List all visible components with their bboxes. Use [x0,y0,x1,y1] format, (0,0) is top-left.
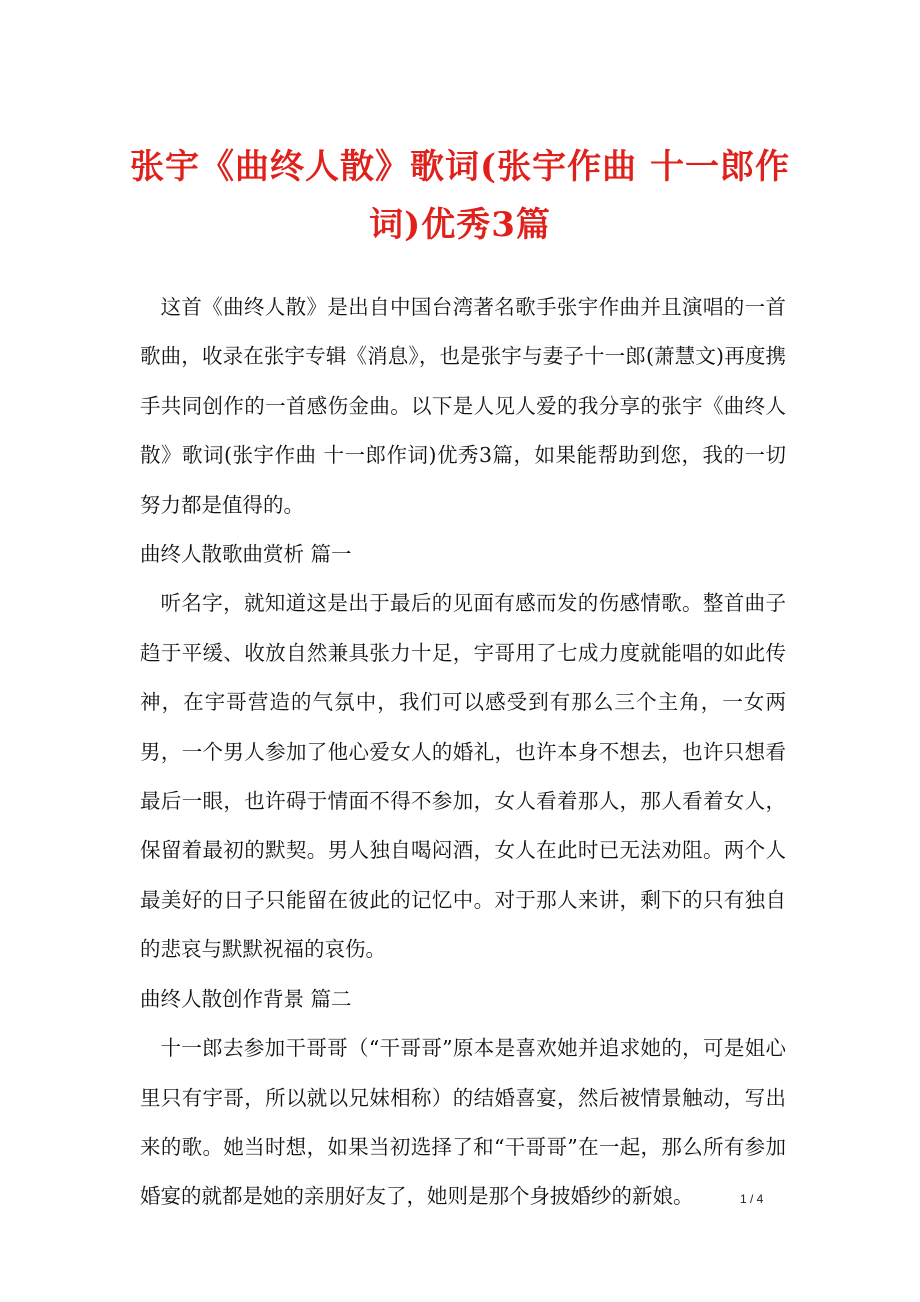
document-title: 张宇《曲终人散》歌词(张宇作曲 十一郎作词)优秀3篇 [130,147,790,245]
document-body [140,283,786,1222]
section-paragraph: 十一郎去参加干哥哥（“干哥哥”原本是喜欢她并追求她的，可是姐心里只有宇哥，所以就以兄妹相称）的结婚喜宴，然后被情景触动，写出来的歌。她当时想，如果当初选择了和“干哥哥”在一起，那么所有参加婚宴的就都是她的亲朋好友了，她则是那个身披婚纱的新娘。 [140,1036,786,1209]
page-number: 1 / 4 [740,1192,764,1206]
section-heading: 曲终人散创作背景 篇二 [140,986,352,1011]
intro-paragraph: 这首《曲终人散》是出自中国台湾著名歌手张宇作曲并且演唱的一首歌曲，收录在张宇专辑《消息》，也是张宇与妻子十一郎(萧慧文)再度携手共同创作的一首感伤金曲。以下是人见人爱的我分享的张宇《曲终人散》歌词(张宇作曲 十一郎作词)优秀3篇，如果能帮助到您，我的一切努力都是值得的。 [140,295,786,517]
section-paragraph: 听名字，就知道这是出于最后的见面有感而发的伤感情歌。整首曲子趋于平缓、收放自然兼具张力十足，宇哥用了七成力度就能唱的如此传神，在宇哥营造的气氛中，我们可以感受到有那么三个主角，一女两男，一个男人参加了他心爱女人的婚礼，也许本身不想去，也许只想看最后一眼，也许碍于情面不得不参加，女人看着那人，那人看着女人，保留着最初的默契。男人独自喝闷酒，女人在此时已无法劝阻。两个人最美好的日子只能留在彼此的记忆中。对于那人来讲，剩下的只有独自的悲哀与默默祝福的哀伤。 [140,591,786,962]
section-heading: 曲终人散歌曲赏析 篇一 [140,542,352,567]
